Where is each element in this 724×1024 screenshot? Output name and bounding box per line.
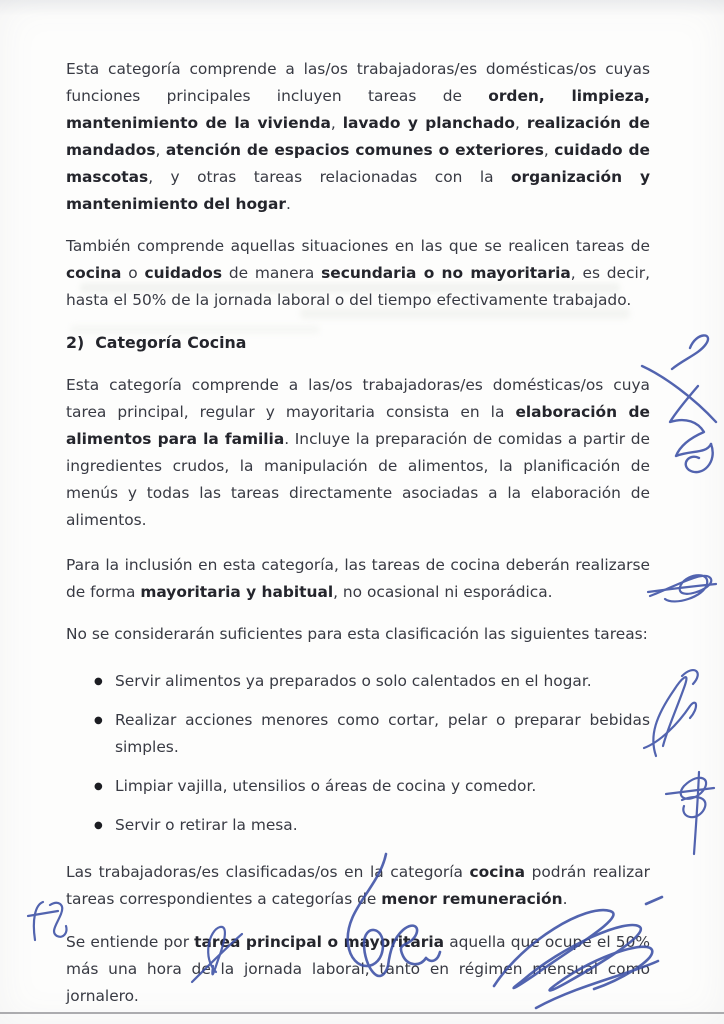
paragraph-main-task-definition: Se entiende por tarea principal o mayoritaria aquella que ocupe el 50% más una hora de la jornada laboral, tanto en régimen mensual como jornalero.: [66, 933, 650, 1005]
list-item-text: Realizar acciones menores como cortar, pelar o preparar bebidas simples.: [115, 711, 650, 756]
paragraph-category-description: Esta categoría comprende a las/os trabajadoras/es domésticas/os cuyas funciones principales incluyen tareas de orden, limpieza, mantenimiento de la vivienda, lavado y planchado, realización de mandados, atención de espacios comunes o exteriores, cuidado de mascotas, y otras tareas relacionadas con la organización y mantenimiento del hogar.: [66, 60, 650, 213]
document-body: [66, 56, 650, 1010]
bullet-icon: ●: [94, 820, 103, 831]
list-item: [94, 707, 650, 761]
list-item: [94, 812, 650, 839]
page-edge-scan-line: [0, 1012, 724, 1014]
margin-signature-4-icon: [654, 764, 720, 862]
section-heading-categoria-cocina: 2) Categoría Cocina: [66, 333, 247, 352]
list-item: [94, 668, 650, 695]
list-item-text: Servir alimentos ya preparados o solo calentados en el hogar.: [115, 672, 592, 690]
paragraph-insufficient-tasks-intro: No se considerarán suficientes para esta clasificación las siguientes tareas:: [66, 625, 648, 643]
list-item-text: Limpiar vajilla, utensilios o áreas de cocina y comedor.: [115, 777, 537, 795]
paragraph-cocina-description: Esta categoría comprende a las/os trabajadoras/es domésticas/os cuya tarea principal, regular y mayoritaria consista en la elaboración de alimentos para la familia. Incluye la preparación de comidas a partir de ingredientes crudos, la manipulación de alimentos, la planificación de menús y todas las tareas directamente asociadas a la elaboración de alimentos.: [66, 376, 651, 529]
bullet-icon: ●: [94, 676, 103, 687]
list-item-text: Servir o retirar la mesa.: [115, 816, 298, 834]
paragraph-inclusion-requirement: Para la inclusión en esta categoría, las tareas de cocina deberán realizarse de forma mayoritaria y habitual, no ocasional ni esporádica.: [66, 556, 650, 601]
list-item: [94, 773, 650, 800]
margin-signature-2-icon: [644, 556, 720, 618]
paragraph-lower-pay-categories: Las trabajadoras/es clasificadas/os en la categoría cocina podrán realizar tareas correspondientes a categorías de menor remuneración.: [66, 863, 650, 908]
paragraph-secondary-tasks: También comprende aquellas situaciones en las que se realicen tareas de cocina o cuidados de manera secundaria o no mayoritaria, es decir, hasta el 50% de la jornada laboral o del tiempo efectivamente trabajado.: [66, 237, 650, 309]
insufficient-tasks-list: [66, 668, 650, 839]
bullet-icon: ●: [94, 715, 103, 726]
bullet-icon: ●: [94, 781, 103, 792]
